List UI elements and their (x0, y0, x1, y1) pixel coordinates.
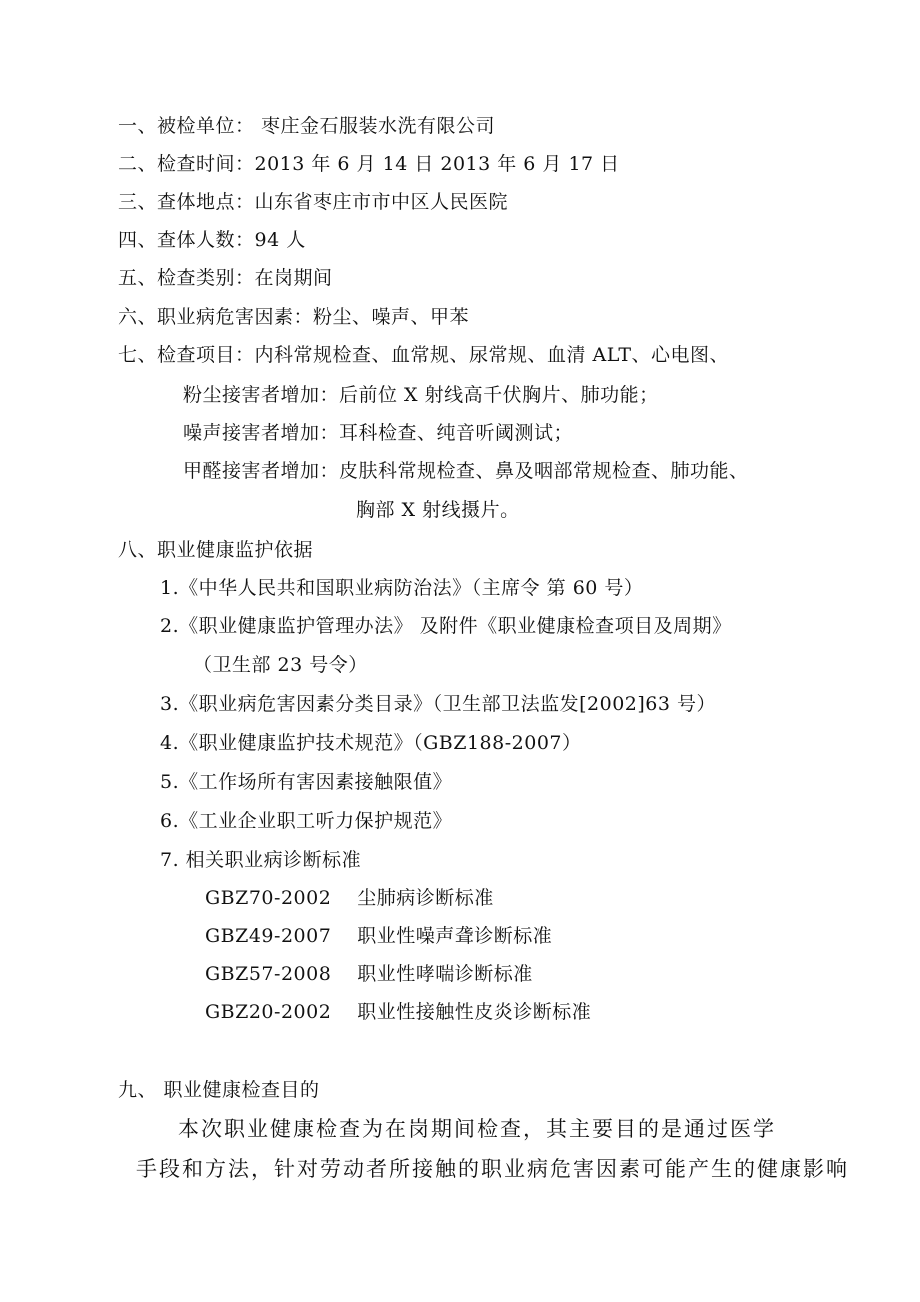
section-6-hazards: 六、职业病危害因素：粉尘、噪声、甲苯 (118, 306, 470, 328)
basis-item: 4.《职业健康监护技术规范》（GBZ188-2007） (160, 732, 582, 754)
section-7-dust: 粉尘接害者增加：后前位 X 射线高千伏胸片、肺功能； (183, 384, 659, 406)
standard-name: 职业性哮喘诊断标准 (357, 963, 533, 985)
section-2-time: 二、检查时间：2013 年 6 月 14 日 2013 年 6 月 17 日 (118, 153, 620, 175)
standard-code: GBZ49-2007 (205, 925, 332, 947)
standard-row (205, 998, 591, 1026)
basis-item: 1.《中华人民共和国职业病防治法》（主席令 第 60 号） (160, 577, 644, 599)
standard-row (205, 922, 552, 950)
section-8-basis: 八、职业健康监护依据 (118, 539, 314, 561)
standard-name: 职业性噪声聋诊断标准 (357, 925, 553, 947)
section-1-unit: 一、被检单位： 枣庄金石服装水洗有限公司 (118, 115, 496, 137)
basis-item: 6.《工业企业职工听力保护规范》 (160, 810, 453, 832)
basis-item: 2.《职业健康监护管理办法》 及附件《职业健康检查项目及周期》 (160, 615, 732, 637)
standard-code: GBZ20-2002 (205, 1001, 332, 1023)
section-7-formaldehyde: 甲醛接害者增加：皮肤科常规检查、鼻及咽部常规检查、肺功能、 (183, 460, 749, 482)
purpose-paragraph-line: 手段和方法，针对劳动者所接触的职业病危害因素可能产生的健康影响 (136, 1157, 849, 1181)
basis-item: 7. 相关职业病诊断标准 (160, 849, 362, 871)
basis-item: 3.《职业病危害因素分类目录》（卫生部卫法监发[2002]63 号） (160, 693, 717, 715)
standard-code: GBZ70-2002 (205, 887, 332, 909)
purpose-paragraph-line: 本次职业健康检查为在岗期间检查，其主要目的是通过医学 (178, 1117, 776, 1141)
standard-row (205, 960, 533, 988)
basis-item: 5.《工作场所有害因素接触限值》 (160, 771, 453, 793)
standard-row (205, 884, 494, 912)
standard-name: 尘肺病诊断标准 (357, 887, 494, 909)
section-9-purpose: 九、 职业健康检查目的 (118, 1079, 320, 1101)
standard-name: 职业性接触性皮炎诊断标准 (357, 1001, 592, 1023)
section-7-items: 七、检查项目：内科常规检查、血常规、尿常规、血清 ALT、心电图、 (118, 344, 730, 366)
section-7-noise: 噪声接害者增加：耳科检查、纯音听阈测试； (183, 422, 574, 444)
section-4-count: 四、查体人数：94 人 (118, 229, 306, 251)
section-3-location: 三、查体地点：山东省枣庄市市中区人民医院 (118, 191, 509, 213)
basis-item-cont: （卫生部 23 号令） (193, 654, 368, 676)
section-7-formaldehyde-cont: 胸部 X 射线摄片。 (356, 499, 520, 521)
section-5-category: 五、检查类别：在岗期间 (118, 267, 333, 289)
standard-code: GBZ57-2008 (205, 963, 332, 985)
